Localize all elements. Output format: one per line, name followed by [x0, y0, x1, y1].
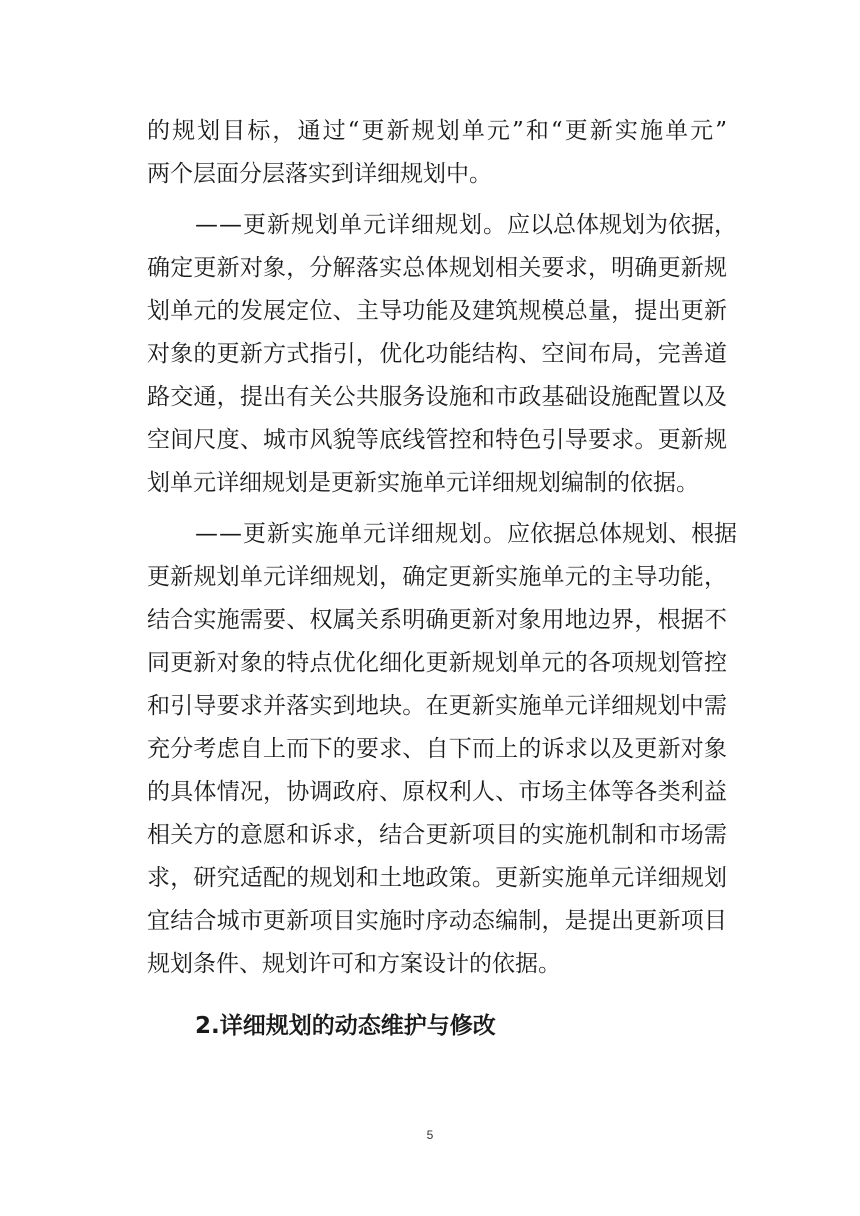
- body-text-line: 确定更新对象，分解落实总体规划相关要求，明确更新规: [147, 255, 727, 281]
- section-lead-text: ——更新实施单元详细规划。: [195, 521, 507, 547]
- body-text: 应依据总体规划、根据: [507, 521, 737, 547]
- body-text-line: 两个层面分层落实到详细规划中。: [147, 161, 492, 187]
- body-text-line: 充分考虑自上而下的要求、自下而上的诉求以及更新对象: [147, 736, 727, 762]
- body-text-line: 相关方的意愿和诉求，结合更新项目的实施机制和市场需: [147, 822, 727, 848]
- body-text-line: 划单元的发展定位、主导功能及建筑规模总量，提出更新: [147, 298, 727, 324]
- page-number: 5: [426, 1128, 434, 1142]
- body-text-line: 空间尺度、城市风貌等底线管控和特色引导要求。更新规: [147, 427, 727, 453]
- body-text-line: 和引导要求并落实到地块。在更新实施单元详细规划中需: [147, 693, 727, 719]
- body-text-line: 划单元详细规划是更新实施单元详细规划编制的依据。: [147, 470, 699, 496]
- body-text-line: 同更新对象的特点优化细化更新规划单元的各项规划管控: [147, 650, 727, 676]
- body-text-line: 的规划目标，通过“更新规划单元”和“更新实施单元”: [147, 118, 727, 144]
- paragraph-first-line: [195, 519, 737, 549]
- body-text-line: 宜结合城市更新项目实施时序动态编制，是提出更新项目: [147, 908, 727, 934]
- body-text-line: 更新规划单元详细规划，确定更新实施单元的主导功能，: [147, 564, 727, 590]
- body-text-line: 对象的更新方式指引，优化功能结构、空间布局，完善道: [147, 341, 727, 367]
- body-text: 应以总体规划为依据，: [507, 212, 737, 238]
- section-lead-text: ——更新规划单元详细规划。: [195, 212, 507, 238]
- body-text-line: 求，研究适配的规划和土地政策。更新实施单元详细规划: [147, 865, 727, 891]
- body-text-line: 路交通，提出有关公共服务设施和市政基础设施配置以及: [147, 384, 727, 410]
- paragraph-first-line: [195, 210, 737, 240]
- body-text-line: 结合实施需要、权属关系明确更新对象用地边界，根据不: [147, 607, 727, 633]
- body-text-line: 规划条件、规划许可和方案设计的依据。: [147, 951, 561, 977]
- body-text-line: 的具体情况，协调政府、原权利人、市场主体等各类利益: [147, 779, 727, 805]
- section-heading: 2.详细规划的动态维护与修改: [195, 1013, 496, 1039]
